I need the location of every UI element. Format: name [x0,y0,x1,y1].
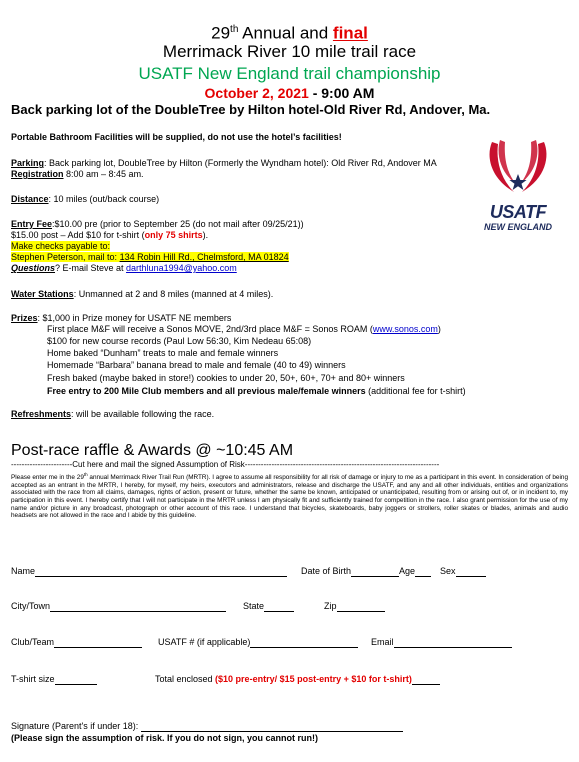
usatf-logo-subtext: NEW ENGLAND [484,222,552,232]
entry-fee-post: $15.00 post – Add $10 for t-shirt ( [11,230,145,240]
free-entry-note: (additional fee for t-shirt) [365,386,466,396]
usatf-logo-text: USATF [489,202,547,222]
prize-sonos-end: ) [437,324,441,334]
usatf-label: USATF # (if applicable) [158,637,251,647]
form-row-email [371,637,512,648]
sign-note: (Please sign the assumption of risk. If you do not sign, you cannot run!) [11,733,319,743]
name-field[interactable] [35,567,287,577]
refreshments-text: : will be available following the race. [71,409,215,419]
prize-cookies: Fresh baked (maybe baked in store!) cookies to under 20, 50+, 60+, 70+ and 80+ winners [47,373,405,383]
usatf-field[interactable] [250,638,358,648]
form-row-dob [301,566,486,577]
waiver-pre: Please enter me in the 29 [11,474,84,482]
total-label: Total enclosed [155,674,216,684]
prize-records: $100 for new course records (Paul Low 56:30, Kim Nedeau 65:08) [47,336,312,346]
prizes-line [11,313,231,324]
form-row-zip [324,601,385,612]
state-label: State [243,601,265,611]
bathroom-notice: Portable Bathroom Facilities will be supplied, do not use the hotel’s facilities! [11,132,342,142]
championship-title: USATF New England trail championship [138,64,441,83]
form-row-usatf [158,637,358,648]
raffle-heading: Post-race raffle & Awards @ ~10:45 AM [11,442,294,459]
usatf-logo [478,138,558,238]
prize-banana-bread: Homemade “Barbara” banana bread to male and female (40 to 49) winners [47,360,346,370]
total-field[interactable] [412,675,440,685]
city-label: City/Town [11,601,51,611]
parking-text: : Back parking lot, DoubleTree by Hilton (Formerly the Wyndham hotel): Old River Rd, Andover MA [44,158,437,168]
prize-money: : $1,000 in Prize money for USATF NE members [37,313,232,323]
registration-line [11,169,144,180]
sex-label: Sex [440,566,456,576]
questions-label: Questions [11,263,56,273]
form-row-state [243,601,294,612]
waiver-text [11,471,568,520]
water-text: : Unmanned at 2 and 8 miles (manned at 4 miles). [73,289,274,299]
age-field[interactable] [415,567,431,577]
form-row-tshirt [11,674,97,685]
dob-label: Date of Birth [301,566,352,576]
waiver-body: annual Merrimack River Trail Run (MRTR). I agree to assume all responsibility for all risk of damage or injury to me as a participant in this event. In consideration of being accepted as an entrant in the MRTR, I hereby, for myself, my heirs, executors and administrators, release and discharge the USATF, and any and all other individuals, entities and organizations associated with the race from all claims, damages, rights of action, present or future, whether the same be known, anticipated or unanticipated, resulting from or arising out of, or in incident to, my participation in this event. I hereby certify that I will not participate in the MRTR unless I am physically fit and sufficiently trained for competition in the race. I also grant permission for the use of my name and/or picture in any broadcast, photograph or other account of this race. I understand that bicycles, skateboards, baby joggers or strollers, roller skates or blades, animals and audio headsets are not allowed in the race and I abide by this guideline. [11,474,568,520]
form-row-name [11,566,287,577]
dob-field[interactable] [351,567,399,577]
distance-text: : 10 miles (out/back course) [48,194,160,204]
email-link[interactable]: darthluna1994@yahoo.com [126,263,237,273]
prizes-label: Prizes [11,313,38,323]
questions-line [11,263,237,274]
tshirt-field[interactable] [55,675,97,685]
registration-label: Registration [11,169,64,179]
form-row-signature [11,721,403,732]
state-field[interactable] [264,602,294,612]
mail-address: 134 Robin Hill Rd., Chelmsford, MA 01824 [119,252,289,262]
title-superscript: th [230,24,239,35]
water-line [11,289,273,300]
questions-text: ? E-mail Steve at [55,263,127,273]
waiver-sup: th [83,472,88,477]
refreshments-line [11,409,214,420]
tshirt-label: T-shirt size [11,674,55,684]
entry-fee-post-end: ). [202,230,209,240]
free-entry-text: Free entry to 200 Mile Club members and all previous male/female winners [47,386,366,396]
race-location: Back parking lot of the DoubleTree by Hilton hotel-Old River Rd, Andover, Ma. [11,102,491,117]
title-line [0,20,579,44]
prize-dunham: Home baked “Dunham” treats to male and female winners [47,348,279,358]
entry-fee-pre: :$10.00 pre (prior to September 25 (do not mail after 09/25/21)) [52,219,304,229]
title-number: 29 [211,23,231,43]
sex-field[interactable] [456,567,486,577]
date-line [0,85,579,102]
club-field[interactable] [54,638,142,648]
checks-payable: Make checks payable to: [11,241,111,251]
water-label: Water Stations [11,289,74,299]
refreshments-label: Refreshments [11,409,72,419]
title-text: Annual and [238,23,333,43]
mail-name: Stephen Peterson, mail to: [11,252,120,262]
prize-free-entry [47,386,466,397]
name-label: Name [11,566,36,576]
prize-line-2 [47,324,441,335]
entry-fee-label: Entry Fee [11,219,53,229]
entry-fee-post-line [11,230,208,241]
parking-label: Parking [11,158,45,168]
club-label: Club/Team [11,637,55,647]
form-row-total [155,674,440,685]
parking-line [11,158,437,169]
shirt-limit: only 75 shirts [144,230,203,240]
age-label: Age [399,566,416,576]
prize-sonos: First place M&F will receive a Sonos MOVE, 2nd/3rd place M&F = Sonos ROAM ( [47,324,373,334]
cut-line: -----------------------Cut here and mail the signed Assumption of Risk------------------------------------------------------------------------- [11,460,440,469]
zip-label: Zip [324,601,337,611]
city-field[interactable] [50,602,226,612]
checks-line [11,241,110,252]
registration-text: 8:00 am – 8:45 am. [63,169,144,179]
race-time: - 9:00 AM [308,85,375,101]
entry-fee-line [11,219,304,230]
distance-line [11,194,159,205]
signature-field[interactable] [141,722,403,732]
form-row-club [11,637,142,648]
distance-label: Distance [11,194,49,204]
mail-line [11,252,289,263]
email-field[interactable] [394,638,512,648]
signature-label: Signature (Parent's if under 18): [11,721,141,731]
form-row-city [11,601,226,612]
total-amounts: ($10 pre-entry/ $15 post-entry + $10 for t-shirt) [215,674,412,684]
zip-field[interactable] [337,602,385,612]
race-date: October 2, 2021 [204,85,309,101]
email-label: Email [371,637,394,647]
race-name: Merrimack River 10 mile trail race [162,42,417,61]
title-final: final [332,23,368,43]
usatf-wing-star-icon [478,138,558,198]
sonos-link[interactable]: www.sonos.com [372,324,438,334]
